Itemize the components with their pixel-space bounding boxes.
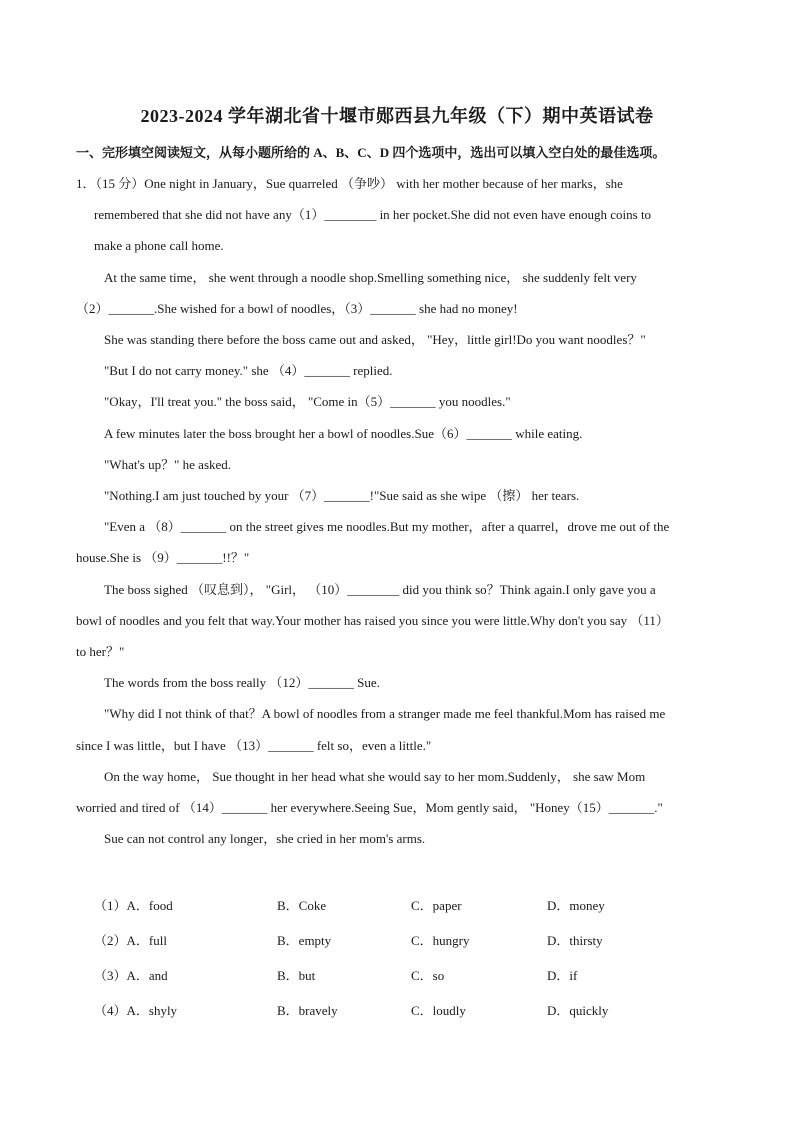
passage-line: bowl of noodles and you felt that way.Your mother has raised you since you were little.Why don't you say （11） (76, 613, 669, 628)
option-a: （2）A．full (94, 933, 167, 948)
passage-line: The boss sighed （叹息到）， "Girl， （10）________ did you think so？Think again.I only gave you a (104, 582, 656, 597)
passage-line: （2）_______.She wished for a bowl of noodles，（3）_______ she had no money! (76, 301, 518, 316)
passage-line: Sue can not control any longer，she cried in her mom's arms. (104, 831, 426, 846)
passage-line: The words from the boss really （12）_______ Sue. (104, 675, 380, 690)
passage-line: A few minutes later the boss brought her a bowl of noodles.Sue（6）_______ while eating. (104, 426, 583, 441)
passage-line: to her？" (76, 644, 125, 659)
section-heading: 一、完形填空阅读短文，从每小题所给的 A、B、C、D 四个选项中，选出可以填入空白处的最佳选项。 (76, 145, 666, 160)
option-b: B．but (277, 968, 316, 983)
passage-line: "Even a （8）_______ on the street gives me noodles.But my mother，after a quarrel，drove me out of the (104, 519, 670, 534)
option-a: （1）A．food (94, 898, 173, 913)
exam-title: 2023-2024 学年湖北省十堰市郧西县九年级（下）期中英语试卷 (140, 106, 654, 126)
option-a: （4）A．shyly (94, 1003, 178, 1018)
passage-line: worried and tired of （14）_______ her everywhere.Seeing Sue，Mom gently said， "Honey（15）_______." (76, 800, 663, 815)
passage-line: At the same time， she went through a noodle shop.Smelling something nice， she suddenly felt very (104, 270, 637, 285)
option-c: C．loudly (411, 1003, 466, 1018)
passage-line: remembered that she did not have any（1）________ in her pocket.She did not even have enough coins to (94, 207, 652, 222)
passage-line: "Why did I not think of that？A bowl of noodles from a stranger made me feel thankful.Mom has raised me (104, 706, 666, 721)
option-row (94, 1000, 714, 1018)
option-d: D．money (547, 898, 605, 913)
passage-line: "Okay，I'll treat you." the boss said， "Come in（5）_______ you noodles." (104, 394, 511, 409)
option-c: C．hungry (411, 933, 470, 948)
option-c: C．so (411, 968, 445, 983)
passage-line: make a phone call home. (94, 238, 224, 253)
passage-line: since I was little，but I have （13）_______ felt so，even a little." (76, 738, 432, 753)
passage-line: "What's up？" he asked. (104, 457, 232, 472)
option-d: D．thirsty (547, 933, 603, 948)
passage-line: On the way home， Sue thought in her head what she would say to her mom.Suddenly， she saw Mom (104, 769, 646, 784)
option-row (94, 895, 714, 913)
option-row (94, 930, 714, 948)
option-b: B．bravely (277, 1003, 338, 1018)
option-row (94, 965, 714, 983)
option-d: D．quickly (547, 1003, 609, 1018)
passage-line: She was standing there before the boss came out and asked， "Hey，little girl!Do you want noodles？" (104, 332, 646, 347)
passage-line: house.She is （9）_______!!？" (76, 550, 250, 565)
option-c: C．paper (411, 898, 462, 913)
option-b: B．empty (277, 933, 332, 948)
passage-line: "But I do not carry money." she （4）_______ replied. (104, 363, 393, 378)
passage-line: 1．（15 分）One night in January，Sue quarreled （争吵） with her mother because of her marks，she (76, 176, 623, 191)
passage-line: "Nothing.I am just touched by your （7）_______!"Sue said as she wipe （擦） her tears. (104, 488, 580, 503)
option-d: D．if (547, 968, 578, 983)
option-b: B．Coke (277, 898, 327, 913)
option-a: （3）A．and (94, 968, 168, 983)
